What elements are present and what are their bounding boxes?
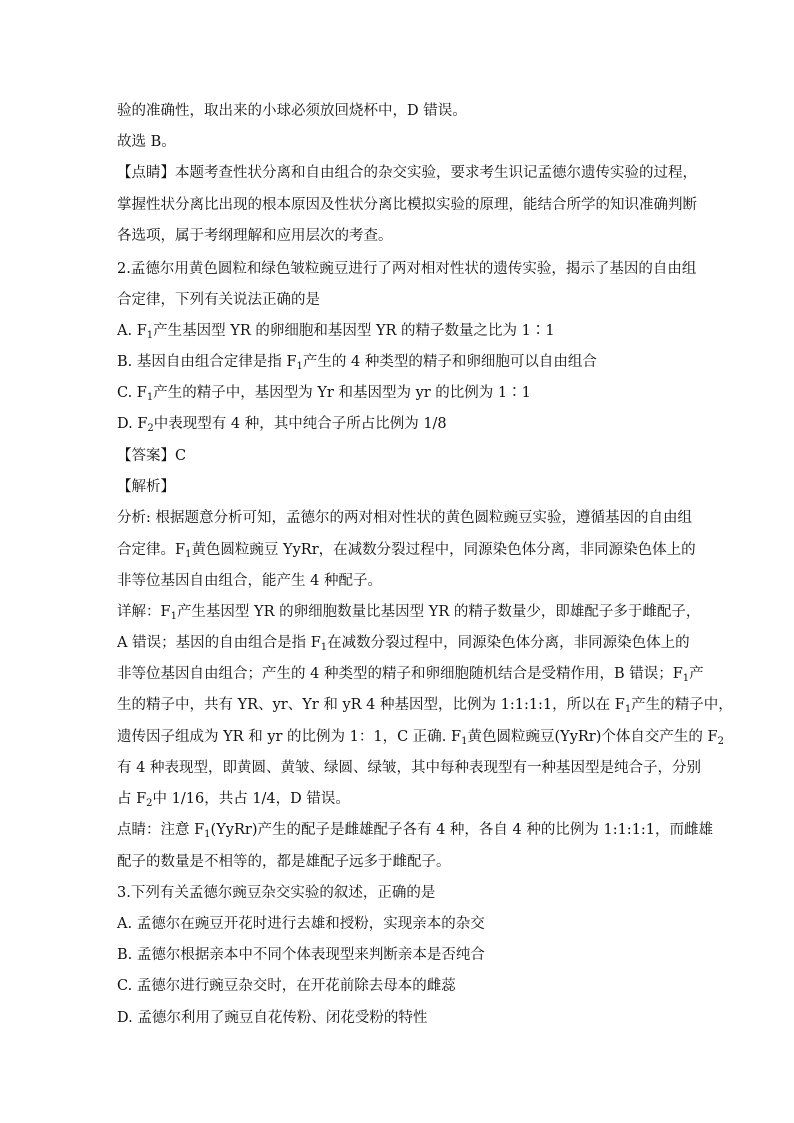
text-line: 生的精子中，共有 YR、yr、Yr 和 yR 4 种基因型，比例为 1:1:1:1，所以在 $F_1$产生的精子中， — [117, 697, 733, 715]
text-line: 占 $F_2$中 1/16，共占 1/4，D 错误。 — [117, 791, 350, 809]
text-line: 非等位基因自由组合；产生的 4 种类型的精子和卵细胞随机结合是受精作用，B 错误；$F_1$产 — [117, 666, 704, 684]
text-line: 各选项，属于考纲理解和应用层次的考查。 — [117, 228, 393, 244]
text-line: 配子的数量是不相等的，都是雄配子远多于雌配子。 — [117, 854, 451, 870]
question-2-stem: 2.孟德尔用黄色圆粒和绿色皱粒豌豆进行了两对相对性状的遗传实验，揭示了基因的自由组 — [117, 261, 697, 277]
commentary-heading-line: 【点睛】本题考查性状分离和自由组合的杂交实验，要求考生识记孟德尔遗传实验的过程， — [117, 165, 697, 181]
text-line: 掌握性状分离比出现的根本原因及性状分离比模拟实验的原理，能结合所学的知识准确判断 — [117, 197, 697, 213]
text-line: 详解：$F_1$产生基因型 YR 的卵细胞数量比基因型 YR 的精子数量少，即雄配子多于雌配子， — [117, 604, 701, 622]
option-d: D. 孟德尔利用了豌豆自花传粉、闭花受粉的特性 — [117, 1010, 428, 1026]
option-c: C. $F_1$产生的精子中，基因型为 Yr 和基因型为 yr 的比例为 1∶1 — [117, 385, 531, 403]
text-line: 遗传因子组成为 YR 和 yr 的比例为 1：1，C 正确. $F_1$黄色圆粒豌豆(YyRr)个体自交产生的 $F_2$ — [117, 729, 724, 747]
question-3-stem: 3.下列有关孟德尔豌豆杂交实验的叙述，正确的是 — [117, 885, 436, 901]
question-2-stem: 合定律，下列有关说法正确的是 — [117, 292, 320, 308]
answer-line: 【答案】C — [117, 448, 187, 464]
option-b: B. 孟德尔根据亲本中不同个体表现型来判断亲本是否纯合 — [117, 947, 485, 963]
text-line: 验的准确性，取出来的小球必须放回烧杯中，D 错误。 — [117, 103, 467, 119]
option-a: A. 孟德尔在豌豆开花时进行去雄和授粉，实现亲本的杂交 — [117, 916, 485, 932]
analysis-heading: 【解析】 — [117, 479, 175, 495]
option-c: C. 孟德尔进行豌豆杂交时，在开花前除去母本的雌蕊 — [117, 978, 456, 994]
text-line: 合定律。$F_1$黄色圆粒豌豆 YyRr，在减数分裂过程中，同源染色体分离，非同源染色体上的 — [117, 542, 696, 560]
option-d: D. $F_2$中表现型有 4 种，其中纯合子所占比例为 1/8 — [117, 416, 447, 434]
text-line: 非等位基因自由组合，能产生 4 种配子。 — [117, 573, 382, 589]
text-line: 点睛：注意 $F_1(YyRr)$产生的配子是雌雄配子各有 4 种，各自 4 种的比例为 1:1:1:1，而雌雄 — [117, 822, 714, 840]
text-line: 有 4 种表现型，即黄圆、黄皱、绿圆、绿皱，其中每种表现型有一种基因型是纯合子，分别 — [117, 760, 701, 776]
text-line: 故选 B。 — [117, 134, 176, 150]
option-a: A. $F_1$产生基因型 YR 的卵细胞和基因型 YR 的精子数量之比为 1∶1 — [117, 323, 555, 341]
text-line: A 错误；基因的自由组合是指 $F_1$在减数分裂过程中，同源染色体分离，非同源染色体上的 — [117, 635, 690, 653]
option-b: B. 基因自由组合定律是指 $F_1$产生的 4 种类型的精子和卵细胞可以自由组合 — [117, 354, 597, 372]
text-line: 分析: 根据题意分析可知，孟德尔的两对相对性状的黄色圆粒豌豆实验，遵循基因的自由组 — [117, 510, 692, 526]
